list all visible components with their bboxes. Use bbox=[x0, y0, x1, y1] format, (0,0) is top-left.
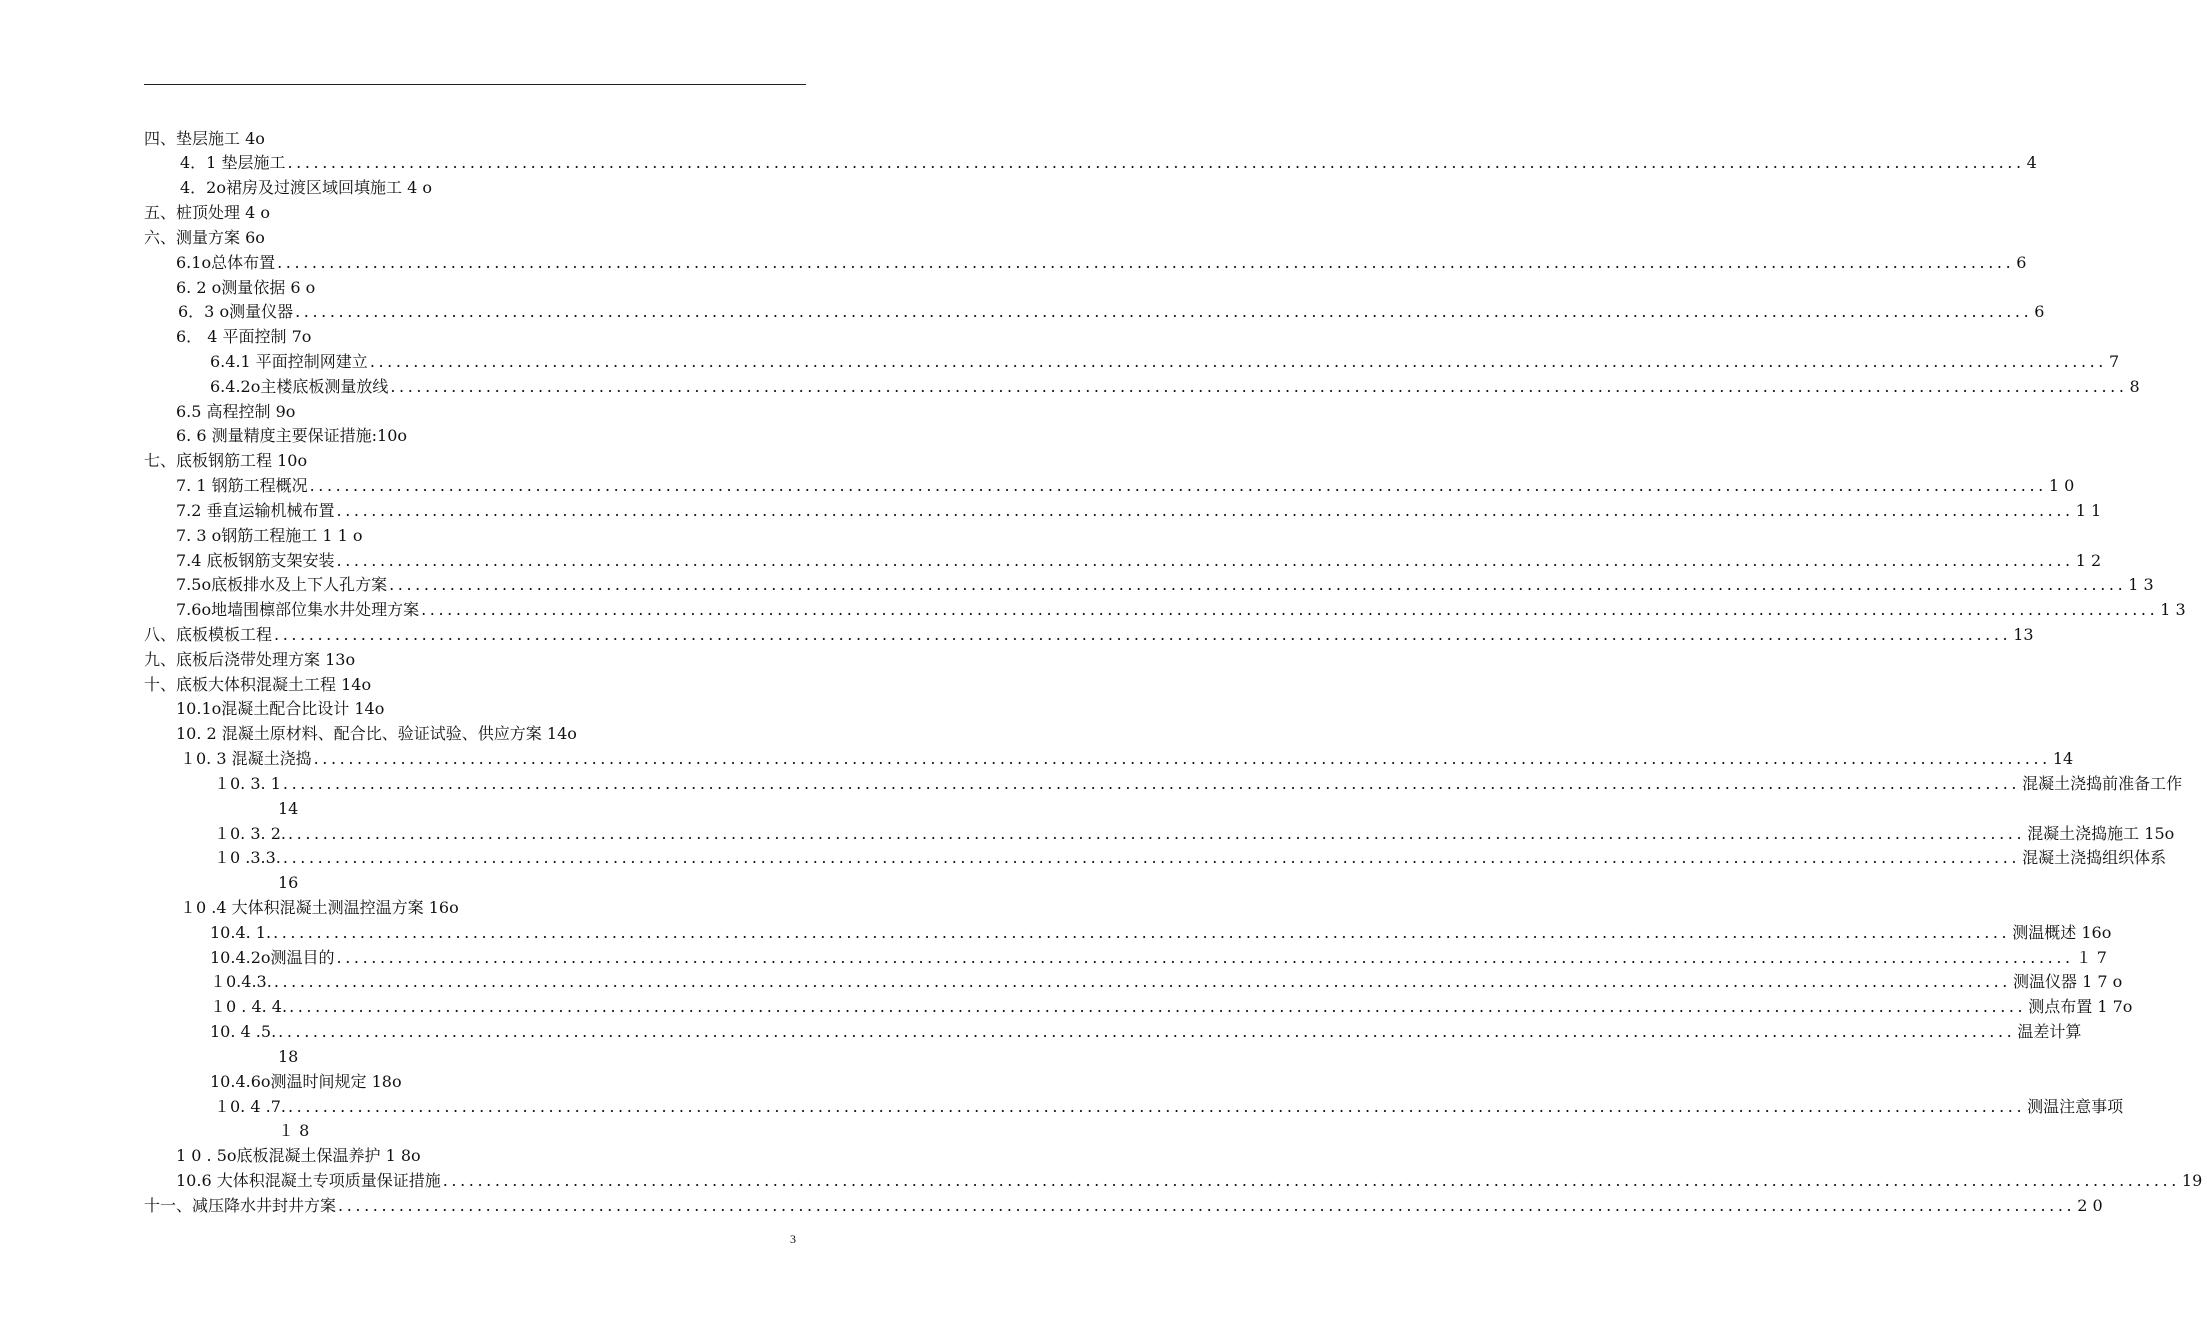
toc-entry[interactable] bbox=[278, 1119, 309, 1143]
toc-entry[interactable] bbox=[144, 201, 270, 225]
toc-entry-title: １0 .3.3. bbox=[214, 848, 281, 867]
toc-entry[interactable] bbox=[180, 896, 459, 920]
toc-entry[interactable] bbox=[278, 1045, 298, 1069]
toc-leader-dots: ........................................................................................................................................................................................................ bbox=[287, 824, 2026, 843]
toc-entry-page: 13 bbox=[2013, 625, 2034, 644]
toc-leader-dots: ........................................................................................................................................................................................................ bbox=[274, 625, 2012, 644]
toc-entry-title: 6.4.2o主楼底板测量放线 bbox=[210, 377, 389, 396]
toc-leader-dots: ........................................................................................................................................................................................................ bbox=[309, 476, 2047, 495]
toc-entry[interactable] bbox=[210, 946, 2107, 970]
toc-entry[interactable] bbox=[180, 176, 432, 200]
toc-leader-dots: ........................................................................................................................................................................................................ bbox=[369, 352, 2107, 371]
toc-entry-title: 18 bbox=[278, 1047, 299, 1066]
toc-entry[interactable] bbox=[176, 251, 2027, 275]
toc-entry[interactable] bbox=[176, 722, 577, 746]
toc-entry[interactable] bbox=[180, 151, 2037, 175]
toc-entry-page: 1 0 bbox=[2048, 476, 2075, 495]
toc-entry[interactable] bbox=[176, 573, 2154, 597]
toc-entry[interactable] bbox=[176, 499, 2102, 523]
toc-leader-dots: ........................................................................................................................................................................................................ bbox=[336, 948, 2074, 967]
toc-entry-title: 6. 2 o测量依据 6 o bbox=[176, 278, 316, 297]
toc-entry-title: 八、底板模板工程 bbox=[144, 625, 273, 644]
toc-leader-dots: ........................................................................................................................................................................................................ bbox=[287, 153, 2025, 172]
toc-entry-title: 10.4.2o测温目的 bbox=[210, 948, 335, 967]
toc-entry-title: １0. 3 混凝土浇捣 bbox=[180, 749, 312, 768]
toc-leader-dots: ........................................................................................................................................................................................................ bbox=[278, 1022, 2016, 1041]
toc-entry-page: 19 bbox=[2181, 1171, 2202, 1190]
toc-entry-title: 10. 4 .5. bbox=[210, 1022, 277, 1041]
toc-entry[interactable] bbox=[210, 1020, 2082, 1044]
toc-entry[interactable] bbox=[176, 1169, 2202, 1193]
toc-leader-dots: ........................................................................................................................................................................................................ bbox=[336, 551, 2074, 570]
toc-entry[interactable] bbox=[210, 995, 2133, 1019]
toc-entry-title: 7.4 底板钢筋支架安装 bbox=[176, 551, 335, 570]
toc-entry-title: 6．3 o测量仪器 bbox=[178, 302, 294, 321]
toc-entry-page: 6 bbox=[2034, 302, 2045, 321]
toc-entry-title: １0 .4 大体积混凝土测温控温方案 16o bbox=[180, 898, 459, 917]
toc-leader-dots: ........................................................................................................................................................................................................ bbox=[287, 1097, 2026, 1116]
toc-entry[interactable] bbox=[278, 871, 298, 895]
toc-entry[interactable] bbox=[176, 549, 2102, 573]
toc-entry-title: 6. 6 测量精度主要保证措施:10o bbox=[176, 426, 408, 445]
toc-entry[interactable] bbox=[214, 822, 2175, 846]
toc-leader-dots: ........................................................................................................................................................................................................ bbox=[273, 972, 2011, 991]
toc-leader-dots: ........................................................................................................................................................................................................ bbox=[282, 848, 2021, 867]
toc-entry-page: 测温仪器 1 7 o bbox=[2013, 972, 2123, 991]
toc-entry[interactable] bbox=[144, 623, 2034, 647]
toc-entry[interactable] bbox=[144, 1194, 2103, 1218]
toc-entry[interactable] bbox=[144, 673, 371, 697]
toc-entry-title: １0. 3. 2. bbox=[214, 824, 286, 843]
toc-entry[interactable] bbox=[176, 524, 363, 548]
toc-entry-page: 测温注意事项 bbox=[2027, 1097, 2124, 1116]
toc-entry-title: 4．1 垫层施工 bbox=[180, 153, 286, 172]
toc-entry-page: 8 bbox=[2129, 377, 2140, 396]
toc-entry-title: 五、桩顶处理 4 o bbox=[144, 203, 270, 222]
toc-entry[interactable] bbox=[214, 846, 2167, 870]
toc-entry-page: １ 7 bbox=[2075, 948, 2107, 967]
toc-entry[interactable] bbox=[144, 127, 265, 151]
toc-entry-title: 九、底板后浇带处理方案 13o bbox=[144, 650, 356, 669]
toc-entry[interactable] bbox=[214, 1095, 2124, 1119]
toc-entry[interactable] bbox=[176, 424, 407, 448]
toc-leader-dots: ........................................................................................................................................................................................................ bbox=[313, 749, 2051, 768]
toc-entry-title: 4．2o裙房及过渡区域回填施工 4 o bbox=[180, 178, 432, 197]
toc-entry-page: 7 bbox=[2109, 352, 2120, 371]
toc-entry[interactable] bbox=[210, 375, 2140, 399]
toc-leader-dots: ........................................................................................................................................................................................................ bbox=[282, 774, 2021, 793]
toc-entry[interactable] bbox=[176, 400, 295, 424]
toc-entry-page: 1 3 bbox=[2160, 600, 2186, 619]
toc-entry-title: 10.6 大体积混凝土专项质量保证措施 bbox=[176, 1171, 441, 1190]
toc-entry-page: 4 bbox=[2026, 153, 2037, 172]
toc-entry[interactable] bbox=[176, 1144, 421, 1168]
toc-entry-title: 10. 2 混凝土原材料、配合比、验证试验、供应方案 14o bbox=[176, 724, 577, 743]
toc-entry[interactable] bbox=[176, 598, 2186, 622]
toc-entry-page: 温差计算 bbox=[2017, 1022, 2082, 1041]
toc-entry-title: 7.6o地墙围檩部位集水井处理方案 bbox=[176, 600, 420, 619]
toc-entry[interactable] bbox=[144, 449, 307, 473]
toc-entry-page: 1 1 bbox=[2075, 501, 2102, 520]
toc-entry-page: 14 bbox=[2052, 749, 2074, 768]
toc-entry-title: 1 0 . 5o底板混凝土保温养护 1 8o bbox=[176, 1146, 421, 1165]
toc-entry-page: 混凝土浇捣组织体系 bbox=[2022, 848, 2167, 867]
toc-entry[interactable] bbox=[176, 325, 311, 349]
toc-entry[interactable] bbox=[144, 648, 355, 672]
toc-entry-title: １ 8 bbox=[278, 1121, 310, 1140]
toc-entry-title: 7.5o底板排水及上下人孔方案 bbox=[176, 575, 388, 594]
toc-entry-page: 6 bbox=[2016, 253, 2027, 272]
toc-entry[interactable] bbox=[278, 797, 298, 821]
toc-entry-title: 7. 1 钢筋工程概况 bbox=[176, 476, 308, 495]
toc-entry-title: 10.4. 1. bbox=[210, 923, 272, 942]
toc-entry[interactable] bbox=[210, 921, 2112, 945]
page-number: 3 bbox=[790, 1232, 796, 1246]
toc-leader-dots: ........................................................................................................................................................................................................ bbox=[389, 575, 2127, 594]
toc-entry-title: １0.4.3. bbox=[210, 972, 272, 991]
toc-entry-page: 测温概述 16o bbox=[2012, 923, 2112, 942]
toc-entry[interactable] bbox=[180, 747, 2074, 771]
toc-entry-title: 14 bbox=[278, 799, 299, 818]
toc-entry[interactable] bbox=[144, 226, 265, 250]
toc-entry-title: 6.1o总体布置 bbox=[176, 253, 276, 272]
toc-entry-page: 1 3 bbox=[2128, 575, 2154, 594]
toc-entry[interactable] bbox=[176, 276, 315, 300]
toc-entry-title: 四、垫层施工 4o bbox=[144, 129, 265, 148]
toc-entry[interactable] bbox=[210, 970, 2123, 994]
toc-entry-title: 十一、减压降水井封井方案 bbox=[144, 1196, 337, 1215]
toc-entry[interactable] bbox=[178, 300, 2045, 324]
toc-entry-page: 1 2 bbox=[2075, 551, 2102, 570]
toc-entry-title: 10.4.6o测温时间规定 18o bbox=[210, 1072, 402, 1091]
toc-entry-title: 十、底板大体积混凝土工程 14o bbox=[144, 675, 372, 694]
toc-entry-title: 6.5 高程控制 9o bbox=[176, 402, 296, 421]
toc-leader-dots: ........................................................................................................................................................................................................ bbox=[338, 1196, 2076, 1215]
toc-entry-title: 10.1o混凝土配合比设计 14o bbox=[176, 699, 385, 718]
toc-entry[interactable] bbox=[210, 1070, 402, 1094]
toc-entry[interactable] bbox=[210, 350, 2120, 374]
toc-leader-dots: ........................................................................................................................................................................................................ bbox=[295, 302, 2033, 321]
toc-entry-title: １0. 3. 1 bbox=[214, 774, 281, 793]
toc-entry[interactable] bbox=[176, 474, 2075, 498]
toc-leader-dots: ........................................................................................................................................................................................................ bbox=[273, 923, 2011, 942]
toc-entry-title: 16 bbox=[278, 873, 299, 892]
toc-entry-title: 7.2 垂直运输机械布置 bbox=[176, 501, 335, 520]
toc-entry[interactable] bbox=[176, 697, 384, 721]
toc-entry-page: 混凝土浇捣前准备工作 bbox=[2022, 774, 2183, 793]
toc-leader-dots: ........................................................................................................................................................................................................ bbox=[277, 253, 2015, 272]
toc-leader-dots: ........................................................................................................................................................................................................ bbox=[390, 377, 2128, 396]
toc-leader-dots: ........................................................................................................................................................................................................ bbox=[442, 1171, 2180, 1190]
toc-entry-title: 7. 3 o钢筋工程施工 1 1 o bbox=[176, 526, 363, 545]
toc-entry-page: 混凝土浇捣施工 15o bbox=[2027, 824, 2175, 843]
toc-leader-dots: ........................................................................................................................................................................................................ bbox=[336, 501, 2074, 520]
toc-entry-title: 六、测量方案 6o bbox=[144, 228, 265, 247]
toc-entry-title: １0. 4 .7. bbox=[214, 1097, 286, 1116]
toc-entry-title: 6.4.1 平面控制网建立 bbox=[210, 352, 368, 371]
toc-entry-title: 七、底板钢筋工程 10o bbox=[144, 451, 308, 470]
toc-entry-page: 测点布置 1 7o bbox=[2028, 997, 2133, 1016]
toc-leader-dots: ........................................................................................................................................................................................................ bbox=[421, 600, 2159, 619]
toc-leader-dots: ........................................................................................................................................................................................................ bbox=[289, 997, 2027, 1016]
toc-entry-page: 2 0 bbox=[2077, 1196, 2103, 1215]
toc-entry-title: １0 . 4. 4. bbox=[210, 997, 288, 1016]
toc-entry[interactable] bbox=[214, 772, 2183, 796]
toc-entry-title: 6． 4 平面控制 7o bbox=[176, 327, 312, 346]
